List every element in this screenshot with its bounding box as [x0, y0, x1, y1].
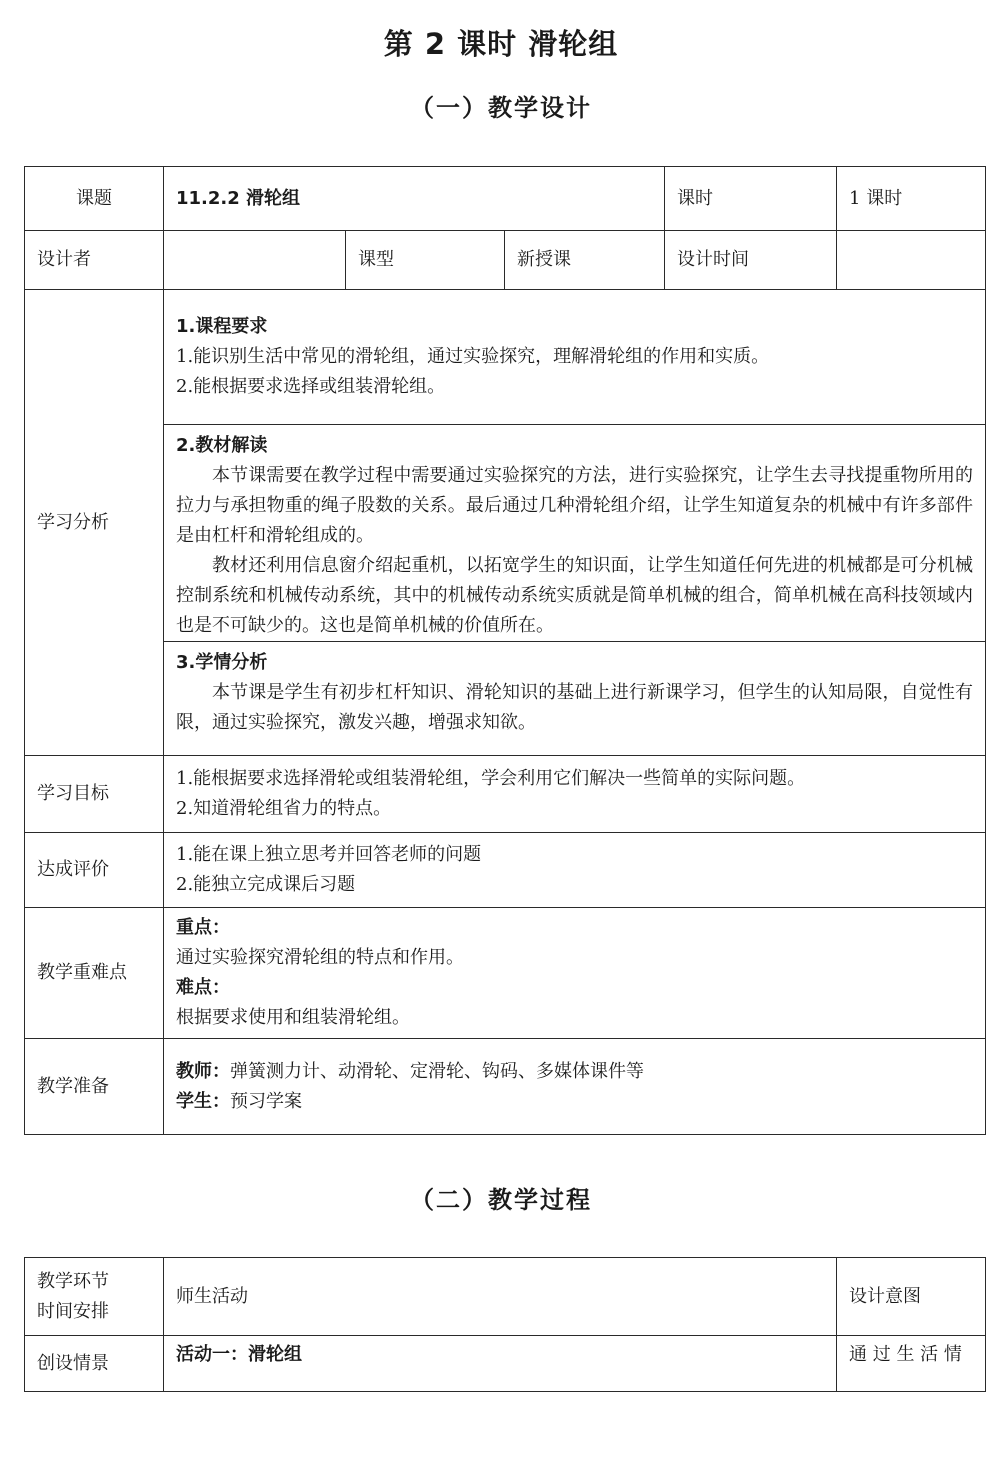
difficulty-text: 根据要求使用和组装滑轮组。	[176, 1007, 410, 1028]
topic-value: 11.2.2 滑轮组	[164, 167, 665, 231]
learner-analysis	[164, 642, 986, 756]
evaluation-content	[164, 833, 986, 908]
teacher-text: 弹簧测力计、动滑轮、定滑轮、钩码、多媒体课件等	[230, 1060, 644, 1082]
key-point-text: 通过实验探究滑轮组的特点和作用。	[176, 947, 464, 968]
type-value: 新授课	[505, 231, 665, 290]
designer-label: 设计者	[25, 231, 164, 290]
design-table	[24, 166, 986, 1135]
course-requirements	[164, 290, 986, 425]
course-requirement-line: 2.能根据要求选择或组装滑轮组。	[176, 376, 446, 397]
prep-label: 教学准备	[25, 1039, 164, 1135]
difficulty-title: 难点：	[176, 977, 230, 998]
hours-value: 1 课时	[837, 167, 986, 231]
evaluation-line: 1.能在课上独立思考并回答老师的问题	[176, 844, 482, 865]
topic-label: 课题	[25, 167, 164, 231]
teacher-title: 教师：	[176, 1060, 230, 1082]
goal-line: 1.能根据要求选择滑轮或组装滑轮组，学会利用它们解决一些简单的实际问题。	[176, 768, 806, 789]
textbook-reading-paragraph: 本节课需要在教学过程中需要通过实验探究的方法，进行实验探究，让学生去寻找提重物所用的拉力与承担物重的绳子股数的关系。最后通过几种滑轮组介绍，让学生知道复杂的机械中有许多部件是由杠杆和滑轮组成的。	[176, 465, 974, 546]
intent-header: 设计意图	[837, 1258, 986, 1336]
activity-title: 活动一：滑轮组	[164, 1336, 837, 1392]
stage-header-line1: 教学环节	[37, 1270, 109, 1292]
stage-header-line2: 时间安排	[37, 1300, 109, 1322]
activity-header: 师生活动	[164, 1258, 837, 1336]
page-title: 第 2 课时 滑轮组	[383, 27, 619, 61]
course-requirement-line: 1.能识别生活中常见的滑轮组，通过实验探究，理解滑轮组的作用和实质。	[176, 346, 770, 367]
time-label: 设计时间	[665, 231, 837, 290]
analysis-label: 学习分析	[25, 290, 164, 756]
prep-content	[164, 1039, 986, 1135]
textbook-reading-title: 2.教材解读	[176, 435, 268, 456]
key-point-title: 重点：	[176, 917, 230, 938]
prep-teacher-line	[176, 1057, 973, 1087]
type-label: 课型	[346, 231, 505, 290]
textbook-reading-paragraph: 教材还利用信息窗介绍起重机，以拓宽学生的知识面，让学生知道任何先进的机械都是可分机械控制系统和机械传动系统，其中的机械传动系统实质就是简单机械的组合，简单机械在高科技领域内也是不可缺少的。这也是简单机械的价值所在。	[176, 555, 974, 636]
goals-label: 学习目标	[25, 756, 164, 833]
stage-cell: 创设情景	[25, 1336, 164, 1392]
intent-cell: 通 过 生 活 情	[837, 1336, 986, 1392]
learner-analysis-title: 3.学情分析	[176, 652, 268, 673]
goal-line: 2.知道滑轮组省力的特点。	[176, 798, 392, 819]
textbook-reading	[164, 425, 986, 642]
prep-student-line	[176, 1087, 973, 1117]
evaluation-line: 2.能独立完成课后习题	[176, 874, 356, 895]
keypoints-label: 教学重难点	[25, 908, 164, 1039]
learner-analysis-paragraph: 本节课是学生有初步杠杆知识、滑轮知识的基础上进行新课学习，但学生的认知局限，自觉性有限，通过实验探究，激发兴趣，增强求知欲。	[176, 682, 974, 733]
keypoints-content	[164, 908, 986, 1039]
course-requirements-title: 1.课程要求	[176, 316, 268, 337]
student-text: 预习学案	[230, 1090, 302, 1112]
section-title-process: （二）教学过程	[410, 1186, 592, 1214]
process-table	[24, 1257, 986, 1392]
student-title: 学生：	[176, 1090, 230, 1112]
goals-content	[164, 756, 986, 833]
hours-label: 课时	[665, 167, 837, 231]
designer-value	[164, 231, 346, 290]
time-value	[837, 231, 986, 290]
evaluation-label: 达成评价	[25, 833, 164, 908]
stage-header	[25, 1258, 164, 1336]
section-title-design: （一）教学设计	[410, 94, 592, 122]
